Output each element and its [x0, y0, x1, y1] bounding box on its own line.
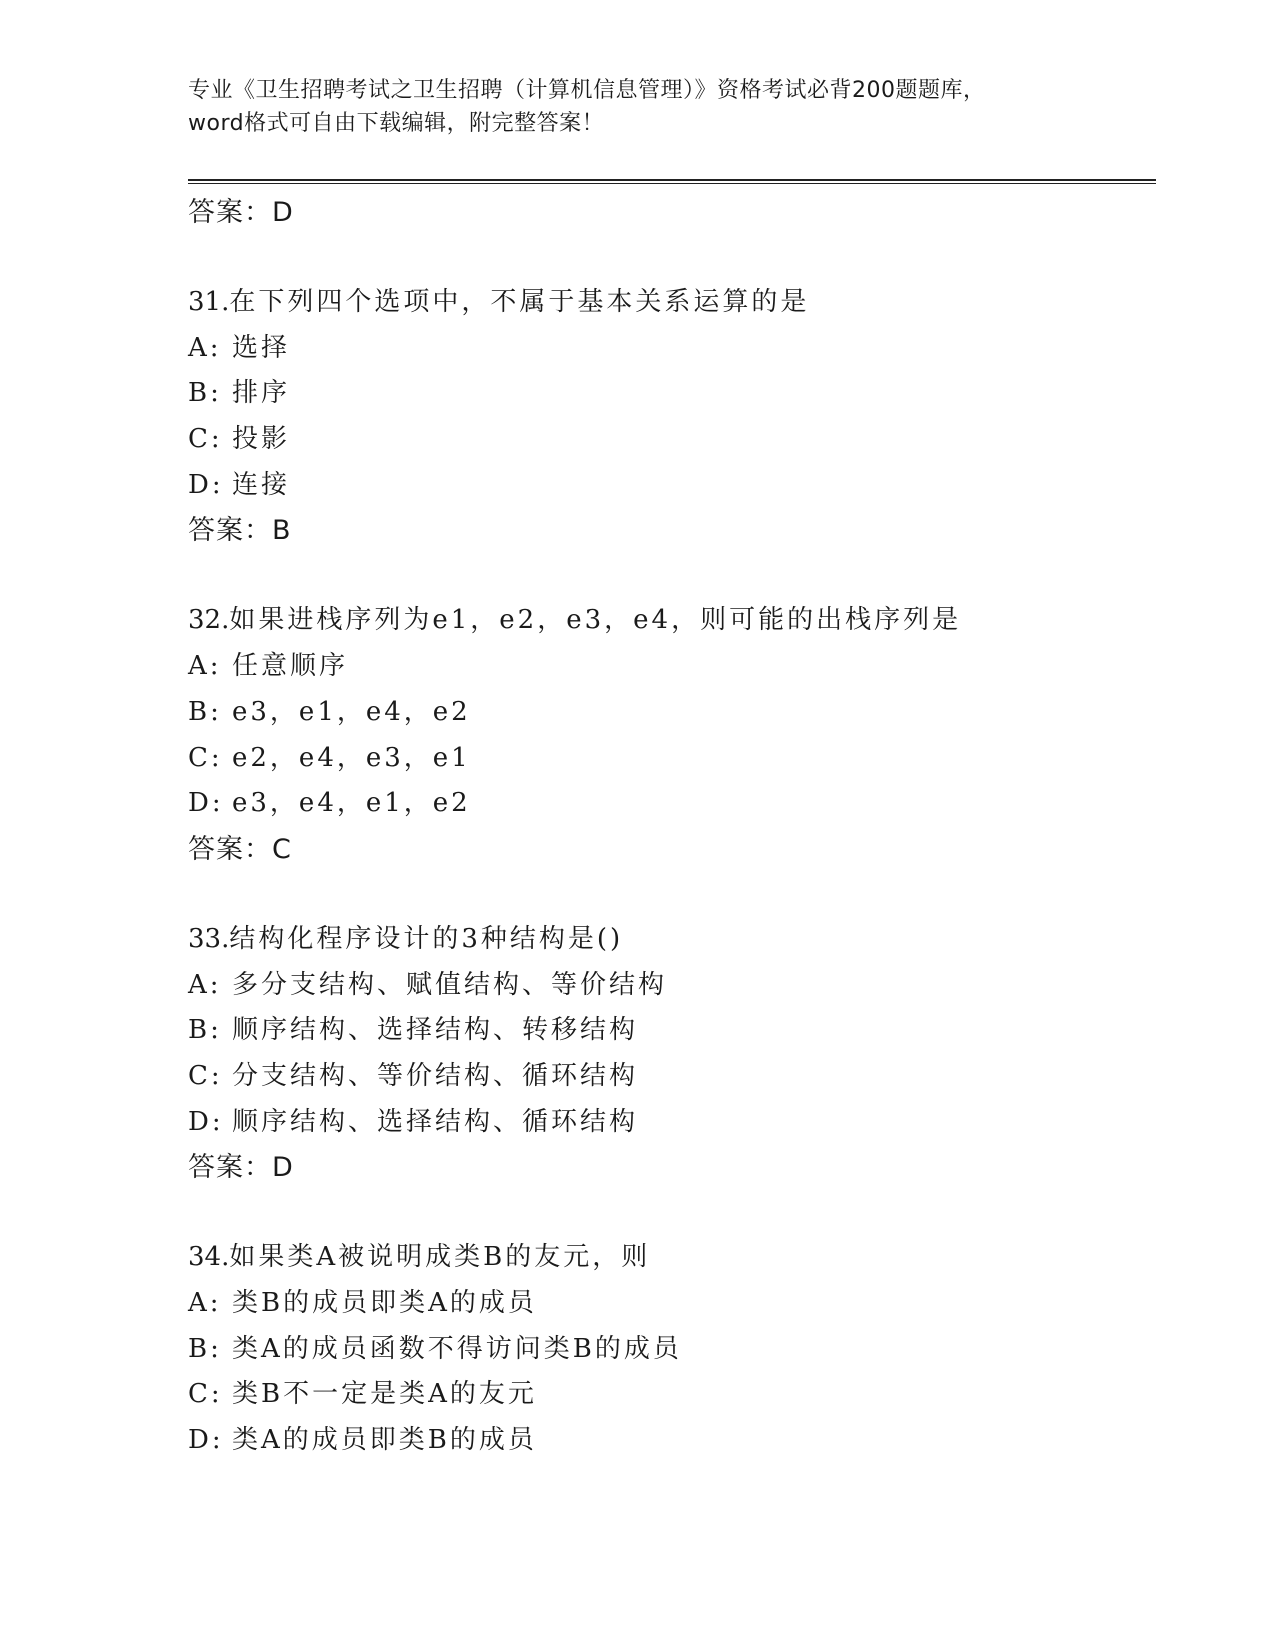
option-text: e2，e4，e3，e1: [232, 742, 471, 773]
option-key: B:: [188, 1333, 222, 1364]
option-d: [188, 1100, 1148, 1146]
answer-value: D: [272, 197, 294, 228]
question-number: 31.: [188, 287, 230, 317]
header-divider-thick: [188, 179, 1156, 181]
answer-label: 答案：: [188, 197, 272, 228]
option-d: [188, 463, 1148, 509]
option-a: [188, 326, 1148, 372]
option-text: 选择: [232, 332, 291, 363]
option-text: e3，e1，e4，e2: [232, 696, 471, 727]
option-text: 多分支结构、赋值结构、等价结构: [232, 969, 668, 1000]
option-b: [188, 690, 1148, 736]
option-a: [188, 963, 1148, 1009]
question-33: [188, 917, 1148, 1191]
option-key: C:: [188, 1379, 223, 1410]
option-d: [188, 1418, 1148, 1464]
question-list: [188, 190, 1148, 1464]
option-text: 排序: [232, 378, 291, 409]
option-key: B:: [188, 1015, 222, 1046]
question-number: 33.: [188, 923, 230, 954]
option-text: 分支结构、等价结构、循环结构: [232, 1060, 639, 1091]
document-header: [188, 74, 1128, 140]
answer-value: C: [272, 833, 292, 865]
answer-line: [188, 1145, 1148, 1191]
answer-label: 答案：: [188, 833, 272, 865]
option-a: [188, 644, 1148, 690]
option-b: [188, 1008, 1148, 1054]
option-b: [188, 1327, 1148, 1373]
option-text: 类A的成员即类B的成员: [232, 1425, 537, 1456]
option-key: A:: [188, 332, 222, 363]
answer-line: [188, 827, 1148, 873]
question-stem: [188, 917, 1148, 963]
question-stem: [188, 280, 1148, 326]
question-text: 如果类A被说明成类B的友元，则: [229, 1242, 651, 1273]
option-c: [188, 1372, 1148, 1418]
question-text: 在下列四个选项中，不属于基本关系运算的是: [229, 287, 810, 317]
option-key: A:: [188, 1288, 222, 1318]
option-key: C:: [188, 424, 223, 455]
option-text: 类B不一定是类A的友元: [232, 1379, 537, 1410]
header-line-1: 专业《卫生招聘考试之卫生招聘（计算机信息管理）》资格考试必背200题题库，: [188, 78, 986, 103]
answer-label: 答案：: [188, 1152, 272, 1184]
option-key: A:: [188, 969, 222, 1000]
option-d: [188, 781, 1148, 827]
option-text: 任意顺序: [232, 651, 349, 682]
option-key: B:: [188, 378, 222, 409]
option-text: e3，e4，e1，e2: [232, 788, 471, 819]
option-key: D:: [188, 469, 224, 500]
option-c: [188, 736, 1148, 782]
answer-value: B: [272, 515, 292, 547]
option-text: 顺序结构、选择结构、循环结构: [232, 1106, 639, 1137]
option-key: C:: [188, 742, 223, 773]
question-number: 32.: [188, 605, 230, 636]
option-key: D:: [188, 1425, 224, 1456]
option-text: 连接: [232, 469, 291, 500]
option-key: C:: [188, 1060, 223, 1091]
answer-line: [188, 190, 1148, 236]
option-key: D:: [188, 1106, 224, 1137]
option-a: [188, 1281, 1148, 1327]
option-key: D:: [188, 788, 224, 819]
question-stem: [188, 1235, 1148, 1281]
header-line-2: word格式可自由下载编辑，附完整答案！: [188, 111, 605, 136]
option-text: 类A的成员函数不得访问类B的成员: [232, 1333, 682, 1364]
question-number: 34.: [188, 1242, 230, 1273]
header-divider-thin: [188, 183, 1156, 184]
option-c: [188, 1054, 1148, 1100]
answer-line: [188, 508, 1148, 554]
answer-value: D: [272, 1152, 294, 1184]
answer-label: 答案：: [188, 515, 272, 547]
option-text: 顺序结构、选择结构、转移结构: [232, 1015, 639, 1046]
option-key: B:: [188, 696, 222, 727]
option-c: [188, 417, 1148, 463]
option-text: 类B的成员即类A的成员: [232, 1288, 537, 1318]
option-text: 投影: [232, 424, 291, 455]
question-32: [188, 598, 1148, 872]
question-text: 如果进栈序列为e1，e2，e3，e4，则可能的出栈序列是: [229, 605, 962, 636]
question-34: [188, 1235, 1148, 1463]
question-stem: [188, 598, 1148, 644]
option-key: A:: [188, 651, 222, 682]
question-31: [188, 280, 1148, 554]
option-b: [188, 371, 1148, 417]
question-text: 结构化程序设计的3种结构是(): [229, 923, 624, 954]
